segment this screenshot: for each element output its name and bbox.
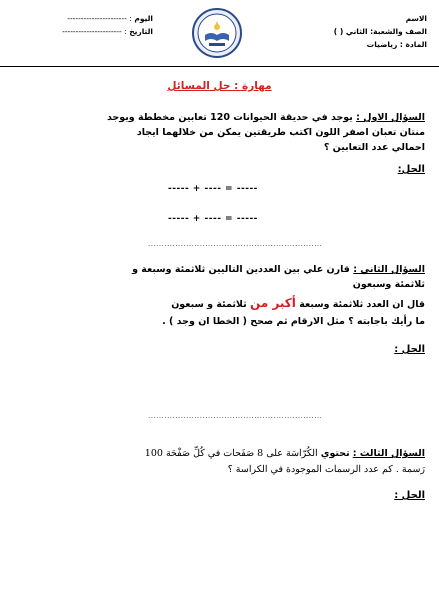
book-seal-logo-icon bbox=[192, 8, 242, 58]
skill-title: مهارة : حل المسائل bbox=[167, 80, 272, 92]
q3-answer-label: الحل : bbox=[394, 490, 425, 501]
q2-text-line3-part1: قال ان العدد ثلاثمئة وسبعة bbox=[299, 299, 425, 310]
q1-equation-1: ----- + ---- = ----- bbox=[168, 184, 258, 194]
date-label: التاريخ bbox=[129, 27, 153, 36]
q2-text-line1: قارن علي بين العددين التاليين ثلاثمئة وسبعة و bbox=[132, 264, 350, 275]
q3-text-bold: تحتوي bbox=[320, 448, 350, 459]
q3-line1 bbox=[15, 446, 425, 462]
date-line: : ---------------------- bbox=[62, 27, 127, 36]
name-label: الاسم bbox=[405, 14, 427, 23]
q2-text-line2: ثلاثمئة وسبعون bbox=[352, 279, 425, 290]
q2-label: السؤال الثاني : bbox=[353, 264, 425, 275]
q2-answer-label: الحل : bbox=[394, 344, 425, 355]
q3-label: السؤال الثالث : bbox=[352, 448, 425, 459]
q1-answer-label: الحل: bbox=[397, 164, 425, 175]
q1-equation-2: ----- + ---- = ----- bbox=[168, 214, 258, 224]
grade-label: الصف والشعبة: الثاني ( ) bbox=[333, 27, 427, 36]
q1-label: السؤال الاول : bbox=[356, 112, 425, 123]
q2-text-line4: ما رأيك باجابته ؟ مثل الارقام ثم صحح ( الخطا ان وجد ) . bbox=[162, 316, 425, 327]
separator-2: ................................................................ bbox=[148, 412, 323, 420]
separator-1: ................................................................ bbox=[148, 240, 323, 248]
q1-text-line2: منتان تعبان اصفر اللون اكتب طريقتين يمكن من خلالهما ايجاد bbox=[136, 127, 425, 138]
q2-text-line3-part2: ثلاثمئة و سبعون bbox=[171, 299, 247, 310]
q1-text-line3: احمالي عدد التعابين ؟ bbox=[323, 142, 425, 153]
question-1 bbox=[15, 110, 425, 155]
header-divider bbox=[0, 66, 439, 67]
q2-line3 bbox=[15, 296, 425, 312]
day-label: اليوم bbox=[134, 14, 153, 23]
q3-text-line2: رَسمة . كم عدد الرسمات الموجودة في الكراسة ؟ bbox=[227, 464, 425, 475]
date-row bbox=[18, 27, 153, 40]
q2-bigger-than: أكبر من bbox=[250, 296, 296, 310]
q1-line1 bbox=[15, 110, 425, 125]
header-left bbox=[18, 14, 153, 40]
question-3 bbox=[15, 446, 425, 478]
question-2 bbox=[15, 262, 425, 329]
q2-line1 bbox=[15, 262, 425, 277]
q3-text-line1: الكُرّاسَة على 8 صَفَحات في كُلِّ صَفْحَة 100 bbox=[144, 448, 318, 459]
day-line: : ---------------------- bbox=[67, 14, 132, 23]
header-right bbox=[297, 14, 427, 53]
subject-label: المادة : رياضيات bbox=[366, 40, 427, 49]
day-row bbox=[18, 14, 153, 27]
q1-text-line1: يوجد في حديقة الحيوانات 120 تعابين مخططة ويوجد bbox=[106, 112, 353, 123]
